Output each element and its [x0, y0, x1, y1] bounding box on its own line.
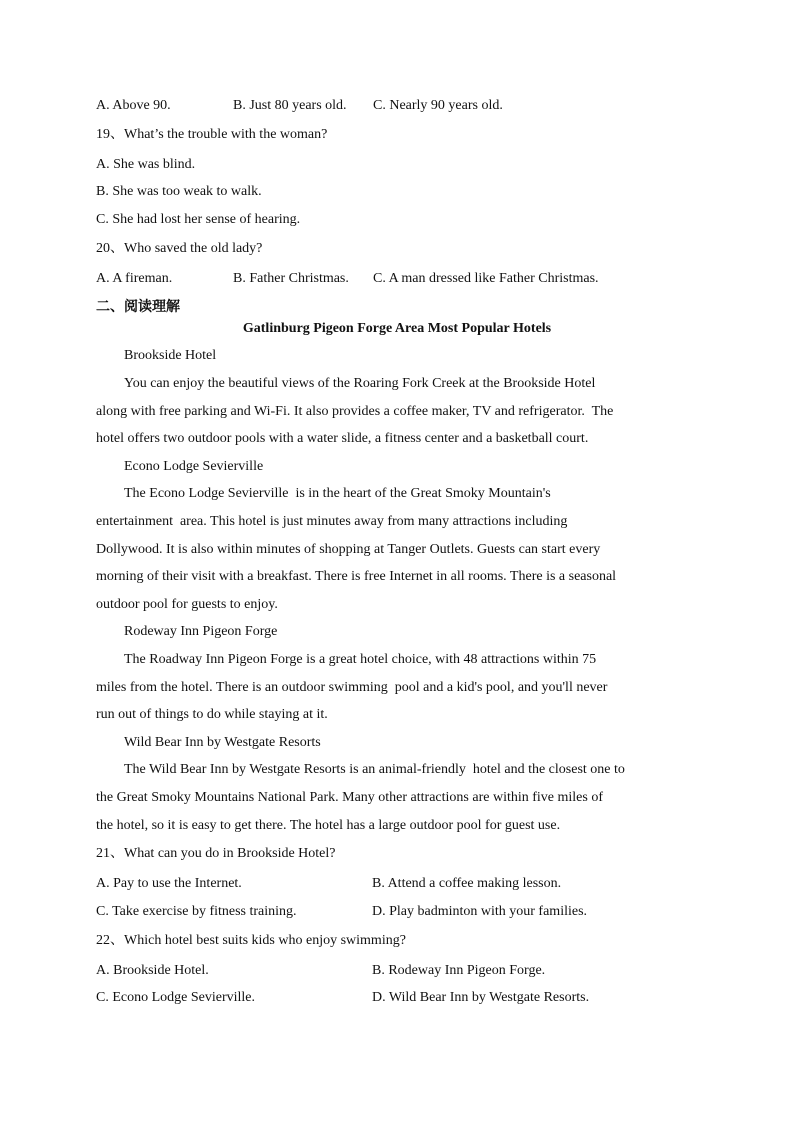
q22-question: 22、Which hotel best suits kids who enjoy swimming? [96, 933, 406, 948]
q21-option-d: D. Play badminton with your families. [372, 904, 588, 919]
paragraph-line: The Econo Lodge Sevierville is in the heart of the Great Smoky Mountain's [124, 486, 551, 501]
paragraph-line: outdoor pool for guests to enjoy. [96, 597, 278, 612]
paragraph-line: the hotel, so it is easy to get there. The hotel has a large outdoor pool for guest use. [96, 818, 561, 833]
q20-option-c: C. A man dressed like Father Christmas. [373, 271, 599, 286]
hotel-name-wild-bear: Wild Bear Inn by Westgate Resorts [124, 735, 321, 750]
q22-option-a: A. Brookside Hotel. [96, 963, 209, 978]
paragraph-line: entertainment area. This hotel is just minutes away from many attractions including [96, 514, 568, 529]
q20-option-a: A. A fireman. [96, 271, 173, 286]
paragraph-line: Dollywood. It is also within minutes of shopping at Tanger Outlets. Guests can start every [96, 542, 601, 557]
section-title: 二、阅读理解 [96, 299, 180, 315]
q20-option-b: B. Father Christmas. [233, 271, 349, 286]
q19-option-a: A. She was blind. [96, 157, 196, 172]
q22-option-c: C. Econo Lodge Sevierville. [96, 990, 256, 1005]
q18-option-a: A. Above 90. [96, 98, 171, 113]
q22-option-b: B. Rodeway Inn Pigeon Forge. [372, 963, 546, 978]
q19-option-b: B. She was too weak to walk. [96, 184, 262, 199]
q20-question: 20、Who saved the old lady? [96, 241, 263, 256]
q21-option-c: C. Take exercise by fitness training. [96, 904, 297, 919]
paragraph-line: along with free parking and Wi-Fi. It also provides a coffee maker, TV and refrigerator. The [96, 404, 614, 419]
q21-question: 21、What can you do in Brookside Hotel? [96, 846, 336, 861]
q21-option-b: B. Attend a coffee making lesson. [372, 876, 562, 891]
q22-option-d: D. Wild Bear Inn by Westgate Resorts. [372, 990, 590, 1005]
paragraph-line: morning of their visit with a breakfast. There is free Internet in all rooms. There is a seasonal [96, 569, 617, 584]
paragraph-line: hotel offers two outdoor pools with a water slide, a fitness center and a basketball court. [96, 431, 589, 446]
hotel-name-econo-lodge: Econo Lodge Sevierville [124, 459, 264, 474]
q21-option-a: A. Pay to use the Internet. [96, 876, 242, 891]
hotel-name-brookside: Brookside Hotel [124, 348, 217, 363]
q18-option-c: C. Nearly 90 years old. [373, 98, 503, 113]
hotel-name-rodeway: Rodeway Inn Pigeon Forge [124, 624, 278, 639]
paragraph-line: The Wild Bear Inn by Westgate Resorts is an animal-friendly hotel and the closest one to [124, 762, 625, 777]
paragraph-line: miles from the hotel. There is an outdoor swimming pool and a kid's pool, and you'll never [96, 680, 608, 695]
article-title: Gatlinburg Pigeon Forge Area Most Popular Hotels [242, 321, 552, 336]
paragraph-line: The Roadway Inn Pigeon Forge is a great hotel choice, with 48 attractions within 75 [124, 652, 597, 667]
paragraph-line: You can enjoy the beautiful views of the Roaring Fork Creek at the Brookside Hotel [124, 376, 596, 391]
q18-option-b: B. Just 80 years old. [233, 98, 347, 113]
q19-option-c: C. She had lost her sense of hearing. [96, 212, 301, 227]
q19-question: 19、What’s the trouble with the woman? [96, 127, 328, 142]
paragraph-line: run out of things to do while staying at it. [96, 707, 328, 722]
paragraph-line: the Great Smoky Mountains National Park. Many other attractions are within five miles of [96, 790, 603, 805]
